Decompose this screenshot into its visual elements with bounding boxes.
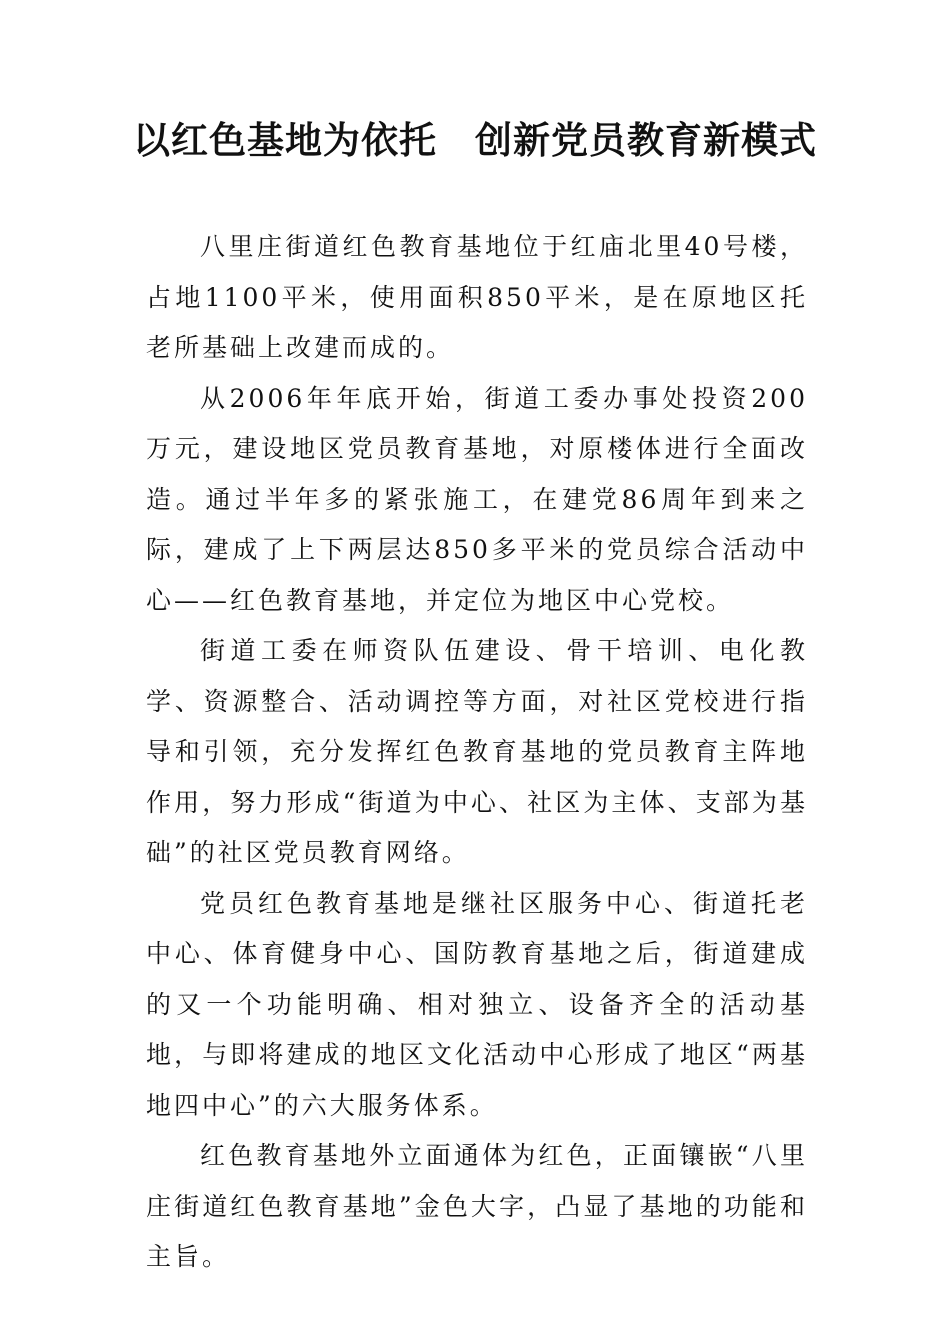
- paragraph-2: 从2006年年底开始，街道工委办事处投资200万元，建设地区党员教育基地，对原楼体进行全面改造。通过半年多的紧张施工，在建党86周年到来之际，建成了上下两层达850多平米的党员综合活动中心——红色教育基地，并定位为地区中心党校。: [146, 383, 808, 615]
- paragraph-4: 党员红色教育基地是继社区服务中心、街道托老中心、体育健身中心、国防教育基地之后，街道建成的又一个功能明确、相对独立、设备齐全的活动基地，与即将建成的地区文化活动中心形成了地区“两基地四中心”的六大服务体系。: [146, 888, 808, 1120]
- document-body: [146, 222, 808, 1283]
- paragraph-3: 街道工委在师资队伍建设、骨干培训、电化教学、资源整合、活动调控等方面，对社区党校进行指导和引领，充分发挥红色教育基地的党员教育主阵地作用，努力形成“街道为中心、社区为主体、支部为基础”的社区党员教育网络。: [146, 636, 808, 867]
- paragraph-5: 红色教育基地外立面通体为红色，正面镶嵌“八里庄街道红色教育基地”金色大字，凸显了基地的功能和主旨。: [146, 1141, 808, 1271]
- document-title: 以红色基地为依托 创新党员教育新模式: [133, 119, 817, 162]
- paragraph-1: 八里庄街道红色教育基地位于红庙北里40号楼，占地1100平米，使用面积850平米，是在原地区托老所基础上改建而成的。: [146, 232, 808, 362]
